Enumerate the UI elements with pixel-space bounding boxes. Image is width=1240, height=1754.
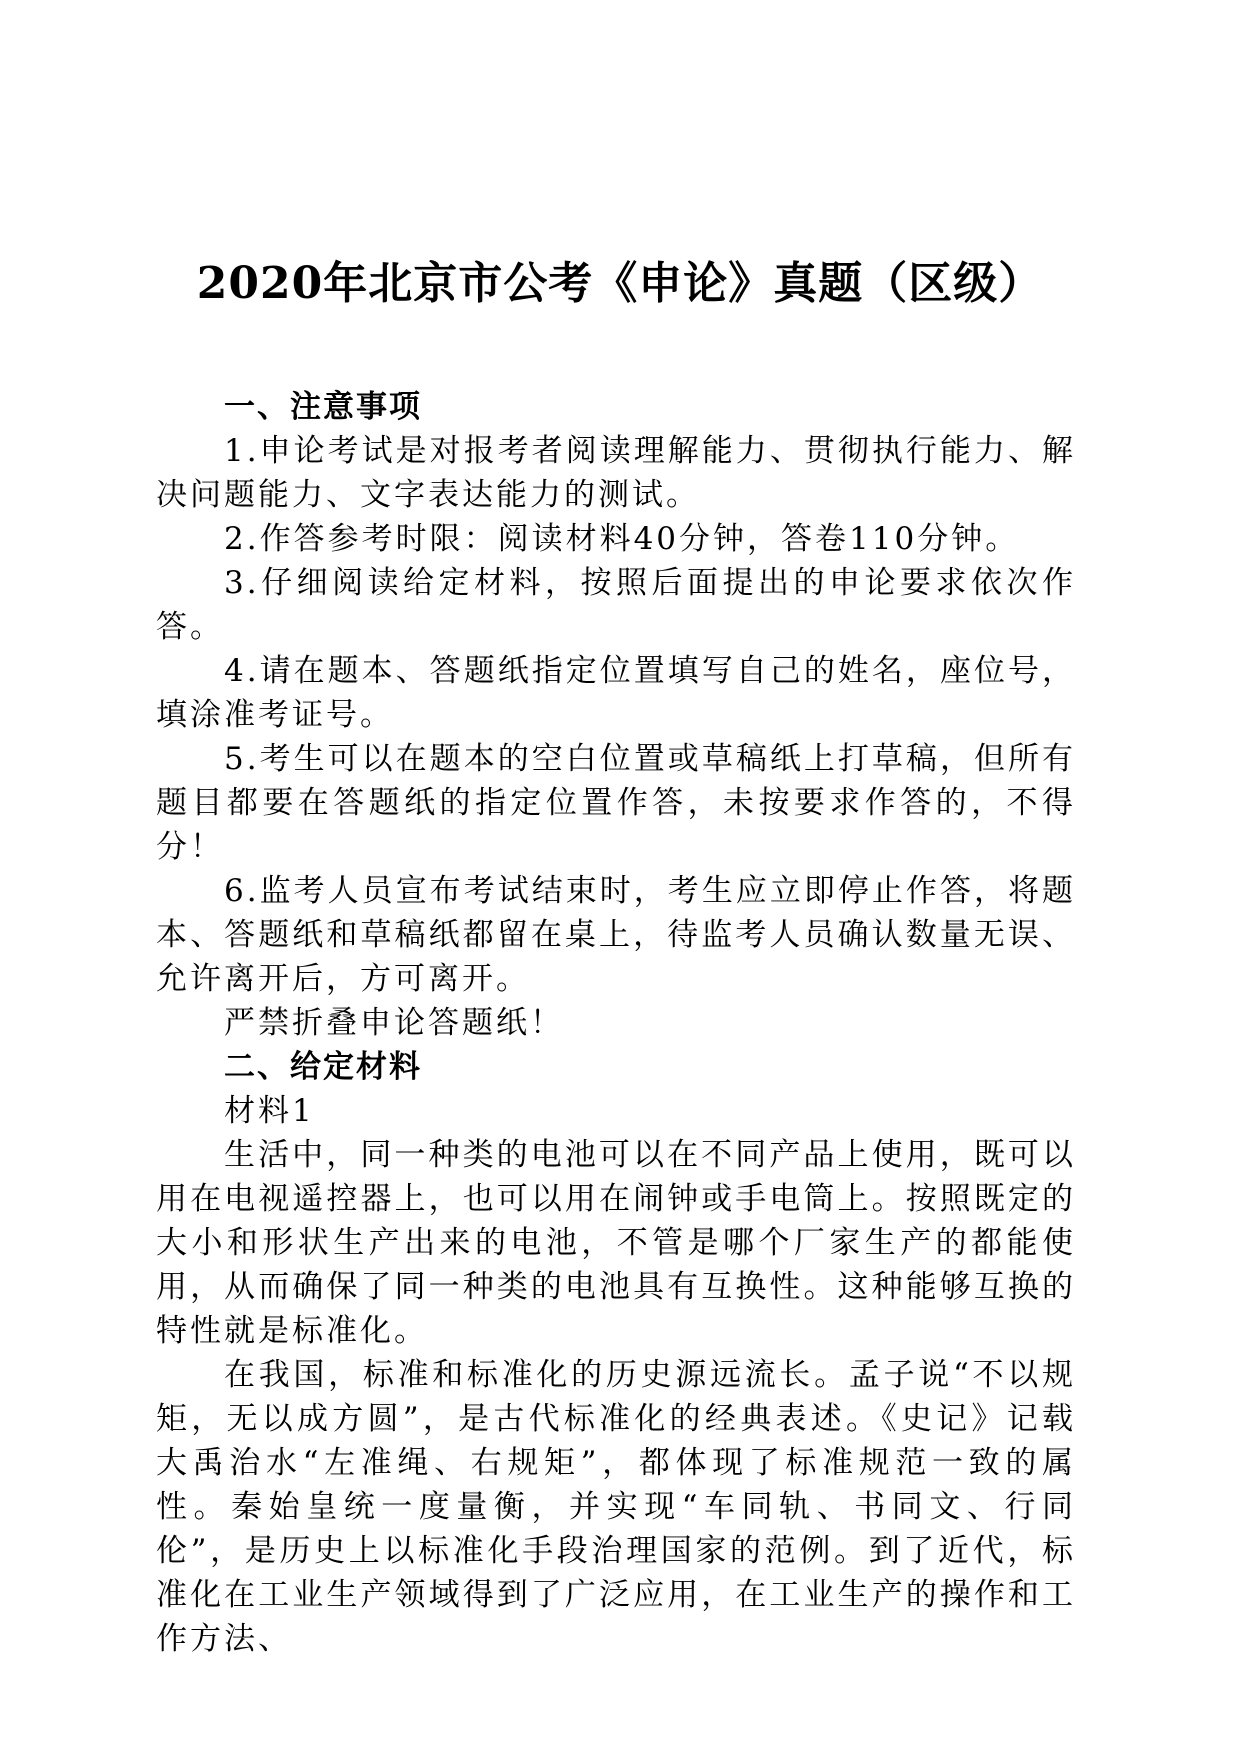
section-heading-materials: 二、给定材料 <box>224 1049 422 1085</box>
note-item-5: 5.考生可以在题本的空白位置或草稿纸上打草稿，但所有题目都要在答题纸的指定位置作答，未按要求作答的，不得分！ <box>156 741 1076 865</box>
note-item-1: 1.申论考试是对报考者阅读理解能力、贯彻执行能力、解决问题能力、文字表达能力的测试。 <box>156 433 1076 513</box>
material-paragraph-1: 生活中，同一种类的电池可以在不同产品上使用，既可以用在电视遥控器上，也可以用在闹钟或手电筒上。按照既定的大小和形状生产出来的电池，不管是哪个厂家生产的都能使用，从而确保了同一种类的电池具有互换性。这种能够互换的特性就是标准化。 <box>156 1137 1076 1349</box>
note-warning: 严禁折叠申论答题纸！ <box>224 1005 564 1041</box>
section-heading-notes: 一、注意事项 <box>224 389 422 425</box>
note-item-4: 4.请在题本、答题纸指定位置填写自己的姓名，座位号，填涂准考证号。 <box>156 653 1076 733</box>
material-paragraph-2: 在我国，标准和标准化的历史源远流长。孟子说“不以规矩，无以成方圆”，是古代标准化的经典表述。《史记》记载大禹治水“左准绳、右规矩”，都体现了标准规范一致的属性。秦始皇统一度量衡，并实现“车同轨、书同文、行同伦”，是历史上以标准化手段治理国家的范例。到了近代，标准化在工业生产领域得到了广泛应用，在工业生产的操作和工作方法、 <box>156 1357 1076 1657</box>
page-title: 2020年北京市公考《申论》真题（区级） <box>196 258 1044 309</box>
material-label: 材料1 <box>224 1093 315 1129</box>
document-body <box>156 385 1076 1661</box>
note-item-3: 3.仔细阅读给定材料，按照后面提出的申论要求依次作答。 <box>156 565 1076 645</box>
note-item-2: 2.作答参考时限：阅读材料40分钟，答卷110分钟。 <box>224 521 1020 557</box>
note-item-6: 6.监考人员宣布考试结束时，考生应立即停止作答，将题本、答题纸和草稿纸都留在桌上，待监考人员确认数量无误、允许离开后，方可离开。 <box>156 873 1076 997</box>
